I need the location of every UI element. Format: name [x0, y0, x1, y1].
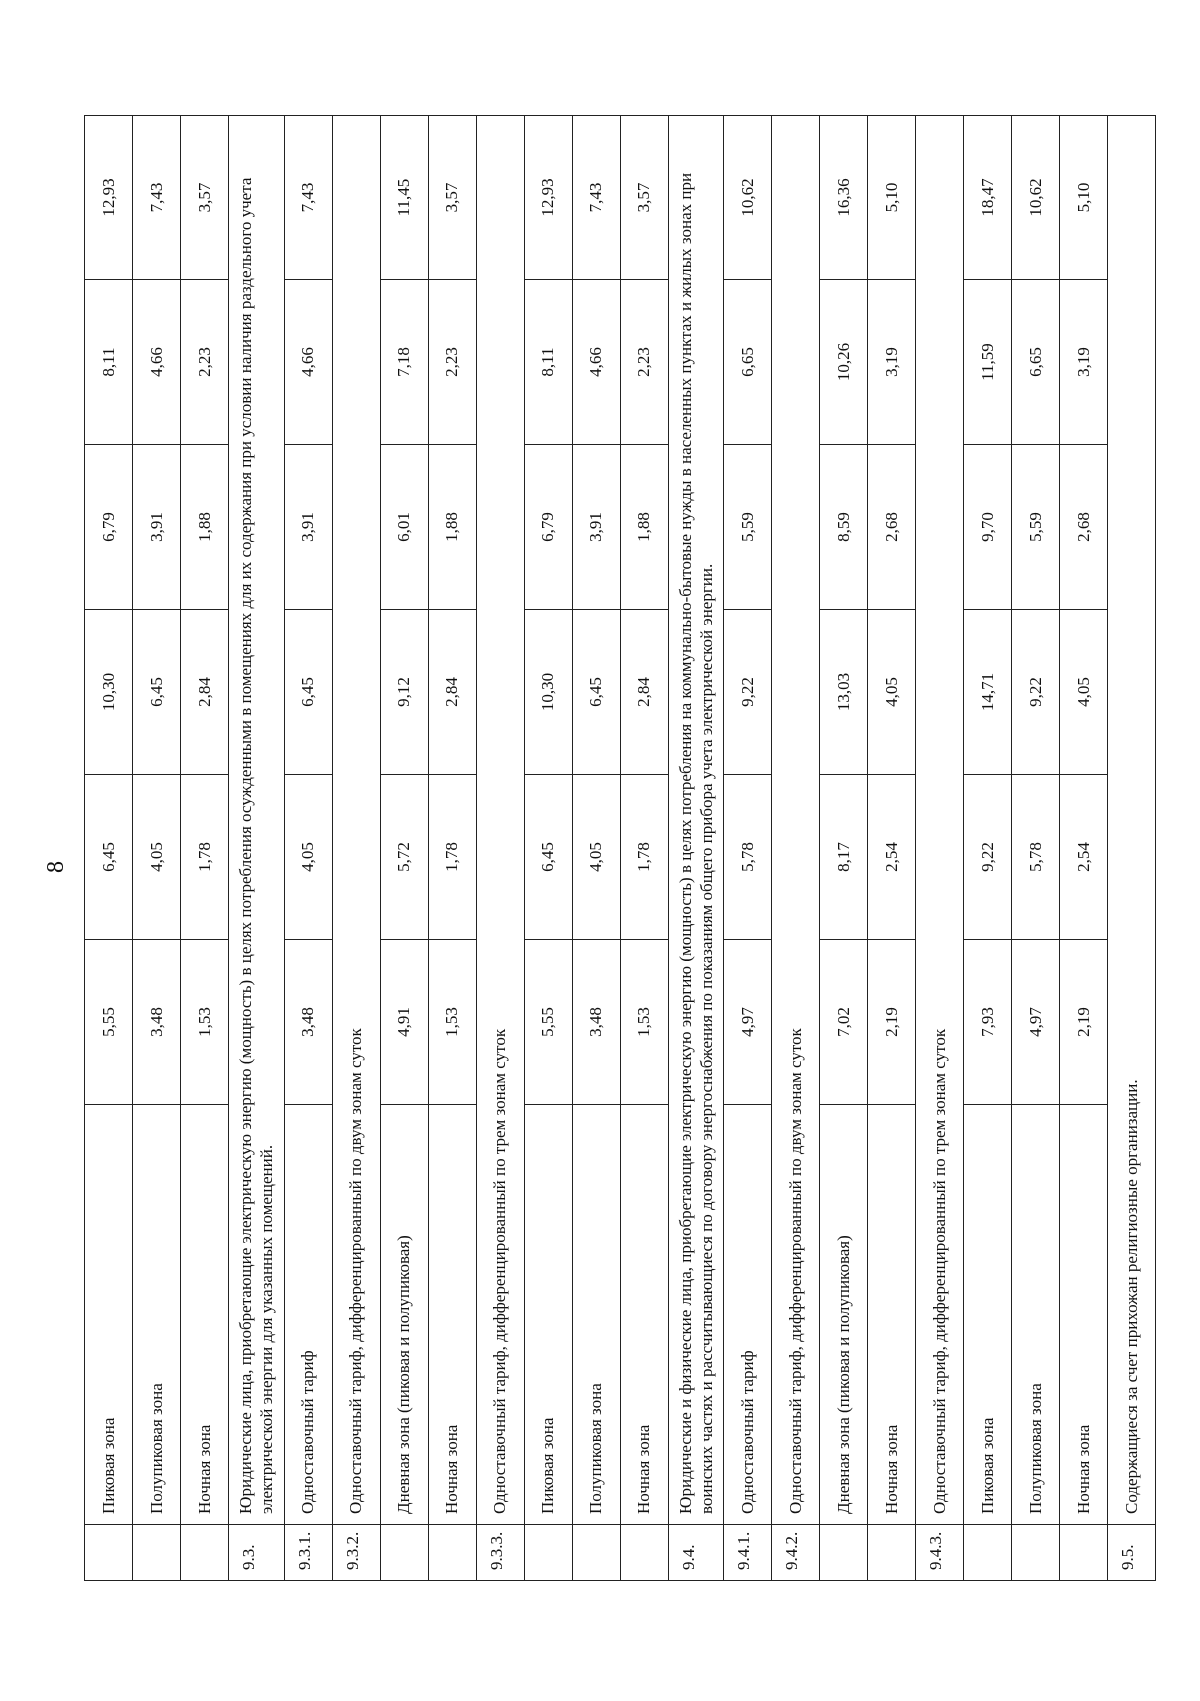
tariff-value: 5,55: [524, 940, 572, 1105]
tariff-value: 6,79: [85, 445, 133, 610]
tariff-value: 3,48: [572, 940, 620, 1105]
tariff-value: 2,54: [868, 775, 916, 940]
tariff-table: [84, 115, 1156, 1581]
tariff-value: 3,48: [284, 940, 332, 1105]
row-number: [85, 1525, 133, 1581]
tariff-table-body: [85, 116, 1156, 1581]
row-label: Ночная зона: [181, 1105, 229, 1525]
tariff-value: 2,68: [1060, 445, 1108, 610]
section-row: [1108, 116, 1156, 1581]
tariff-value: 2,84: [428, 610, 476, 775]
table-row: [1060, 116, 1108, 1581]
tariff-value: 10,26: [820, 280, 868, 445]
row-number: [964, 1525, 1012, 1581]
tariff-value: 4,97: [724, 940, 772, 1105]
tariff-value: 10,62: [1012, 116, 1060, 280]
tariff-value: 3,19: [868, 280, 916, 445]
row-number: [820, 1525, 868, 1581]
section-row: [668, 116, 724, 1581]
tariff-value: 2,68: [868, 445, 916, 610]
row-label: Дневная зона (пиковая и полупиковая): [380, 1105, 428, 1525]
row-number: [620, 1525, 668, 1581]
tariff-value: 3,57: [620, 116, 668, 280]
tariff-value: 6,65: [724, 280, 772, 445]
tariff-value: 8,11: [524, 280, 572, 445]
table-row: [380, 116, 428, 1581]
row-number: [868, 1525, 916, 1581]
table-row: [820, 116, 868, 1581]
row-label: Ночная зона: [620, 1105, 668, 1525]
table-row: [133, 116, 181, 1581]
tariff-value: 6,45: [524, 775, 572, 940]
tariff-value: 11,59: [964, 280, 1012, 445]
table-row: [428, 116, 476, 1581]
tariff-value: 2,23: [620, 280, 668, 445]
section-title: Одноставочный тариф, дифференцированный по трем зонам суток: [476, 116, 524, 1525]
tariff-value: 1,53: [181, 940, 229, 1105]
row-label: Пиковая зона: [524, 1105, 572, 1525]
tariff-value: 10,30: [85, 610, 133, 775]
tariff-value: 5,10: [1060, 116, 1108, 280]
tariff-value: 16,36: [820, 116, 868, 280]
tariff-value: 7,18: [380, 280, 428, 445]
row-number: [1012, 1525, 1060, 1581]
tariff-value: 2,19: [1060, 940, 1108, 1105]
tariff-value: 2,84: [620, 610, 668, 775]
row-label: Одноставочный тариф: [724, 1105, 772, 1525]
tariff-value: 12,93: [524, 116, 572, 280]
tariff-value: 2,54: [1060, 775, 1108, 940]
tariff-value: 2,23: [428, 280, 476, 445]
row-label: Пиковая зона: [85, 1105, 133, 1525]
row-label: Полупиковая зона: [1012, 1105, 1060, 1525]
tariff-value: 12,93: [85, 116, 133, 280]
tariff-value: 6,45: [85, 775, 133, 940]
tariff-value: 4,97: [1012, 940, 1060, 1105]
tariff-value: 7,43: [133, 116, 181, 280]
tariff-value: 4,66: [284, 280, 332, 445]
tariff-value: 6,65: [1012, 280, 1060, 445]
tariff-value: 18,47: [964, 116, 1012, 280]
section-title: Содержащиеся за счет прихожан религиозные организации.: [1108, 116, 1156, 1525]
tariff-value: 4,05: [572, 775, 620, 940]
tariff-value: 9,70: [964, 445, 1012, 610]
table-row: [868, 116, 916, 1581]
section-title: Одноставочный тариф, дифференцированный по двум зонам суток: [772, 116, 820, 1525]
tariff-value: 1,53: [428, 940, 476, 1105]
section-title: Юридические лица, приобретающие электрическую энергию (мощность) в целях потребления осужденными в помещениях для их содержания при условии наличия раздельного учета электрической энергии для указанных помещений.: [229, 116, 285, 1525]
tariff-value: 9,22: [1012, 610, 1060, 775]
table-row: [181, 116, 229, 1581]
page-number: 8: [43, 861, 69, 873]
tariff-value: 9,22: [724, 610, 772, 775]
section-title: Одноставочный тариф, дифференцированный по двум зонам суток: [332, 116, 380, 1525]
tariff-value: 7,43: [572, 116, 620, 280]
tariff-value: 13,03: [820, 610, 868, 775]
tariff-value: 3,19: [1060, 280, 1108, 445]
tariff-value: 3,91: [133, 445, 181, 610]
tariff-value: 7,93: [964, 940, 1012, 1105]
row-number: 9.3.: [229, 1525, 285, 1581]
tariff-value: 2,19: [868, 940, 916, 1105]
table-row: [85, 116, 133, 1581]
table-row: [964, 116, 1012, 1581]
row-label: Пиковая зона: [964, 1105, 1012, 1525]
table-row: [572, 116, 620, 1581]
row-label: Ночная зона: [868, 1105, 916, 1525]
tariff-value: 4,05: [284, 775, 332, 940]
section-row: [772, 116, 820, 1581]
row-number: [1060, 1525, 1108, 1581]
tariff-value: 10,62: [724, 116, 772, 280]
row-number: 9.3.2.: [332, 1525, 380, 1581]
tariff-value: 3,57: [428, 116, 476, 280]
tariff-value: 8,59: [820, 445, 868, 610]
tariff-value: 3,91: [572, 445, 620, 610]
row-label: Полупиковая зона: [133, 1105, 181, 1525]
tariff-value: 7,02: [820, 940, 868, 1105]
row-number: 9.4.1.: [724, 1525, 772, 1581]
tariff-value: 3,91: [284, 445, 332, 610]
tariff-value: 6,45: [284, 610, 332, 775]
tariff-value: 7,43: [284, 116, 332, 280]
tariff-value: 6,79: [524, 445, 572, 610]
tariff-value: 1,78: [428, 775, 476, 940]
section-row: [332, 116, 380, 1581]
tariff-value: 1,88: [620, 445, 668, 610]
row-label: Ночная зона: [1060, 1105, 1108, 1525]
tariff-value: 9,12: [380, 610, 428, 775]
row-number: 9.4.3.: [916, 1525, 964, 1581]
tariff-value: 9,22: [964, 775, 1012, 940]
row-number: [572, 1525, 620, 1581]
section-row: [229, 116, 285, 1581]
row-number: [428, 1525, 476, 1581]
row-number: 9.3.1.: [284, 1525, 332, 1581]
tariff-value: 3,57: [181, 116, 229, 280]
section-title: Юридические и физические лица, приобретающие электрическую энергию (мощность) в целях потребления на коммунально-бытовые нужды в населенных пунктах и жилых зонах при воинских частях и рассчитывающиеся по договору энергоснабжения по показаниям общего прибора учета электрической энергии.: [668, 116, 724, 1525]
tariff-value: 5,55: [85, 940, 133, 1105]
tariff-value: 14,71: [964, 610, 1012, 775]
tariff-value: 1,88: [181, 445, 229, 610]
tariff-value: 8,17: [820, 775, 868, 940]
tariff-value: 6,01: [380, 445, 428, 610]
tariff-value: 1,78: [620, 775, 668, 940]
tariff-value: 1,88: [428, 445, 476, 610]
tariff-value: 4,66: [572, 280, 620, 445]
section-row: [916, 116, 964, 1581]
table-row: [620, 116, 668, 1581]
tariff-value: 1,78: [181, 775, 229, 940]
row-label: Полупиковая зона: [572, 1105, 620, 1525]
row-label: Ночная зона: [428, 1105, 476, 1525]
tariff-value: 11,45: [380, 116, 428, 280]
tariff-value: 8,11: [85, 280, 133, 445]
row-number: 9.3.3.: [476, 1525, 524, 1581]
tariff-value: 5,78: [1012, 775, 1060, 940]
tariff-value: 5,72: [380, 775, 428, 940]
section-row: [476, 116, 524, 1581]
row-number: [524, 1525, 572, 1581]
tariff-value: 2,84: [181, 610, 229, 775]
tariff-value: 5,59: [724, 445, 772, 610]
tariff-value: 4,91: [380, 940, 428, 1105]
table-row: [724, 116, 772, 1581]
table-row: [284, 116, 332, 1581]
tariff-value: 4,66: [133, 280, 181, 445]
row-number: [133, 1525, 181, 1581]
row-number: [181, 1525, 229, 1581]
row-number: 9.5.: [1108, 1525, 1156, 1581]
row-number: 9.4.: [668, 1525, 724, 1581]
tariff-value: 4,05: [868, 610, 916, 775]
tariff-value: 10,30: [524, 610, 572, 775]
tariff-value: 2,23: [181, 280, 229, 445]
section-title: Одноставочный тариф, дифференцированный по трем зонам суток: [916, 116, 964, 1525]
tariff-value: 1,53: [620, 940, 668, 1105]
tariff-value: 5,59: [1012, 445, 1060, 610]
row-label: Дневная зона (пиковая и полупиковая): [820, 1105, 868, 1525]
tariff-value: 6,45: [133, 610, 181, 775]
row-label: Одноставочный тариф: [284, 1105, 332, 1525]
table-row: [524, 116, 572, 1581]
tariff-value: 5,10: [868, 116, 916, 280]
tariff-value: 3,48: [133, 940, 181, 1105]
row-number: 9.4.2.: [772, 1525, 820, 1581]
table-row: [1012, 116, 1060, 1581]
tariff-value: 4,05: [133, 775, 181, 940]
tariff-value: 4,05: [1060, 610, 1108, 775]
tariff-value: 6,45: [572, 610, 620, 775]
tariff-value: 5,78: [724, 775, 772, 940]
row-number: [380, 1525, 428, 1581]
